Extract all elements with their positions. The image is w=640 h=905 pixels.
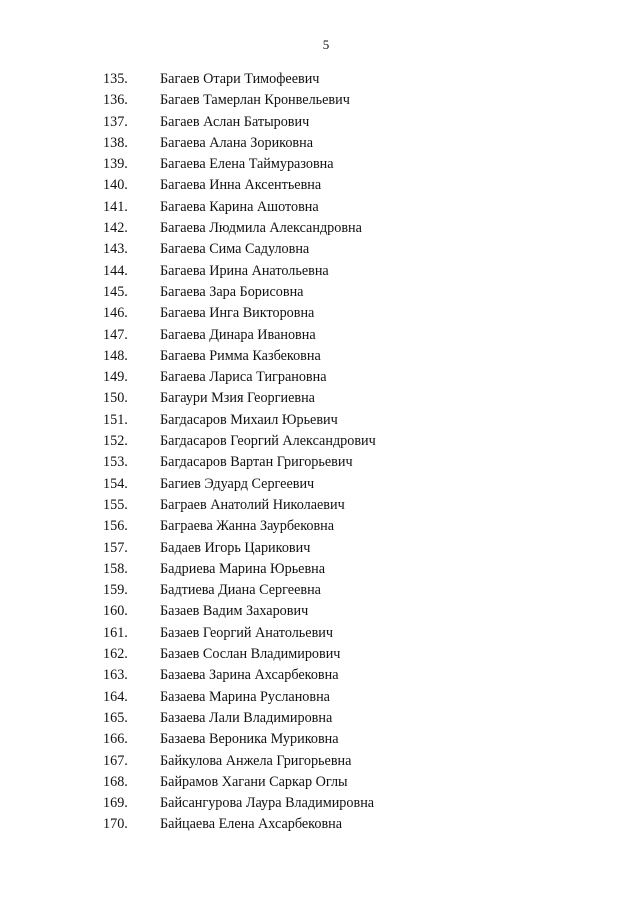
entry-number: 136. xyxy=(103,92,128,109)
entry-number: 169. xyxy=(103,795,128,812)
entry-name: Багаева Инга Викторовна xyxy=(160,305,315,322)
entry-number: 148. xyxy=(103,347,128,364)
entry-number: 170. xyxy=(103,816,128,833)
entry-name: Базаев Георгий Анатольевич xyxy=(160,624,334,641)
entry-name: Багаев Тамерлан Кронвельевич xyxy=(160,92,350,109)
entry-number: 139. xyxy=(103,156,128,173)
entry-number: 147. xyxy=(103,326,128,343)
list-item xyxy=(0,644,640,665)
entry-name: Багаева Людмила Александровна xyxy=(160,220,362,237)
entry-number: 135. xyxy=(103,71,128,87)
list-item xyxy=(0,516,640,537)
list-item xyxy=(0,346,640,367)
entry-name: Багиев Эдуард Сергеевич xyxy=(160,475,315,492)
entry-number: 158. xyxy=(103,560,128,577)
list-item xyxy=(0,431,640,452)
entry-name: Байрамов Хагани Саркар Оглы xyxy=(160,773,348,790)
list-item xyxy=(0,410,640,431)
entry-name: Байкулова Анжела Григорьевна xyxy=(160,752,352,769)
entry-name: Багаев Отари Тимофеевич xyxy=(160,71,320,87)
entry-name: Базаева Вероника Муриковна xyxy=(160,731,339,748)
list-item xyxy=(0,708,640,729)
list-item xyxy=(0,538,640,559)
entry-name: Баграев Анатолий Николаевич xyxy=(160,496,345,513)
entry-number: 138. xyxy=(103,134,128,151)
list-item xyxy=(0,580,640,601)
entry-number: 162. xyxy=(103,646,128,663)
entry-name: Багдасаров Георгий Александрович xyxy=(160,433,376,450)
entry-number: 164. xyxy=(103,688,128,705)
entry-name: Багаури Мзия Георгиевна xyxy=(160,390,315,407)
entry-number: 146. xyxy=(103,305,128,322)
list-item xyxy=(0,197,640,218)
list-item xyxy=(0,69,640,90)
entry-number: 163. xyxy=(103,667,128,684)
list-item xyxy=(0,367,640,388)
entry-name: Базаев Вадим Захарович xyxy=(160,603,309,620)
list-item xyxy=(0,687,640,708)
entry-number: 140. xyxy=(103,177,128,194)
entry-name: Багаева Динара Ивановна xyxy=(160,326,316,343)
entry-number: 144. xyxy=(103,262,128,279)
list-item xyxy=(0,772,640,793)
list-item xyxy=(0,452,640,473)
list-item xyxy=(0,261,640,282)
entry-name: Багаева Лариса Тиграновна xyxy=(160,369,327,386)
entry-number: 156. xyxy=(103,518,128,535)
list-item xyxy=(0,175,640,196)
list-item xyxy=(0,623,640,644)
entry-name: Багаева Алана Зориковна xyxy=(160,134,314,151)
entry-number: 154. xyxy=(103,475,128,492)
page-number: 5 xyxy=(322,37,330,52)
entry-name: Багдасаров Михаил Юрьевич xyxy=(160,411,338,428)
list-item xyxy=(0,133,640,154)
entry-number: 159. xyxy=(103,582,128,599)
list-item xyxy=(0,665,640,686)
list-item xyxy=(0,303,640,324)
entry-number: 149. xyxy=(103,369,128,386)
list-item xyxy=(0,601,640,622)
entry-name: Баграева Жанна Заурбековна xyxy=(160,518,335,535)
entry-number: 142. xyxy=(103,220,128,237)
entry-name: Бадаев Игорь Царикович xyxy=(160,539,311,556)
entry-name: Базаева Марина Руслановна xyxy=(160,688,330,705)
entry-number: 152. xyxy=(103,433,128,450)
entry-number: 150. xyxy=(103,390,128,407)
entry-name: Багаева Римма Казбековна xyxy=(160,347,321,364)
entry-number: 167. xyxy=(103,752,128,769)
entry-number: 155. xyxy=(103,496,128,513)
entry-name: Багаев Аслан Батырович xyxy=(160,113,310,130)
list-item xyxy=(0,559,640,580)
entry-name: Багдасаров Вартан Григорьевич xyxy=(160,454,353,471)
entry-number: 157. xyxy=(103,539,128,556)
entry-name: Базаева Лали Владимировна xyxy=(160,709,333,726)
entry-name: Бадтиева Диана Сергеевна xyxy=(160,582,321,599)
entry-number: 143. xyxy=(103,241,128,258)
entry-number: 165. xyxy=(103,709,128,726)
list-item xyxy=(0,388,640,409)
list-item xyxy=(0,474,640,495)
list-item xyxy=(0,112,640,133)
entry-number: 151. xyxy=(103,411,128,428)
entry-name: Базаев Сослан Владимирович xyxy=(160,646,341,663)
entry-name: Байсангурова Лаура Владимировна xyxy=(160,795,375,812)
entry-name: Багаева Зара Борисовна xyxy=(160,283,304,300)
entry-number: 161. xyxy=(103,624,128,641)
list-item xyxy=(0,495,640,516)
name-list xyxy=(0,69,640,836)
entry-number: 166. xyxy=(103,731,128,748)
list-item xyxy=(0,154,640,175)
entry-number: 137. xyxy=(103,113,128,130)
entry-number: 153. xyxy=(103,454,128,471)
entry-name: Багаева Карина Ашотовна xyxy=(160,198,319,215)
entry-number: 141. xyxy=(103,198,128,215)
entry-name: Бадриева Марина Юрьевна xyxy=(160,560,326,577)
list-item xyxy=(0,282,640,303)
entry-name: Багаева Елена Таймуразовна xyxy=(160,156,334,173)
list-item xyxy=(0,793,640,814)
list-item xyxy=(0,325,640,346)
list-item xyxy=(0,814,640,835)
list-item xyxy=(0,729,640,750)
list-item xyxy=(0,239,640,260)
entry-number: 168. xyxy=(103,773,128,790)
list-item xyxy=(0,751,640,772)
entry-number: 160. xyxy=(103,603,128,620)
entry-name: Байцаева Елена Ахсарбековна xyxy=(160,816,343,833)
entry-name: Багаева Ирина Анатольевна xyxy=(160,262,329,279)
entry-name: Багаева Инна Аксентьевна xyxy=(160,177,322,194)
entry-number: 145. xyxy=(103,283,128,300)
list-item xyxy=(0,90,640,111)
entry-name: Багаева Сима Садуловна xyxy=(160,241,310,258)
list-item xyxy=(0,218,640,239)
entry-name: Базаева Зарина Ахсарбековна xyxy=(160,667,339,684)
